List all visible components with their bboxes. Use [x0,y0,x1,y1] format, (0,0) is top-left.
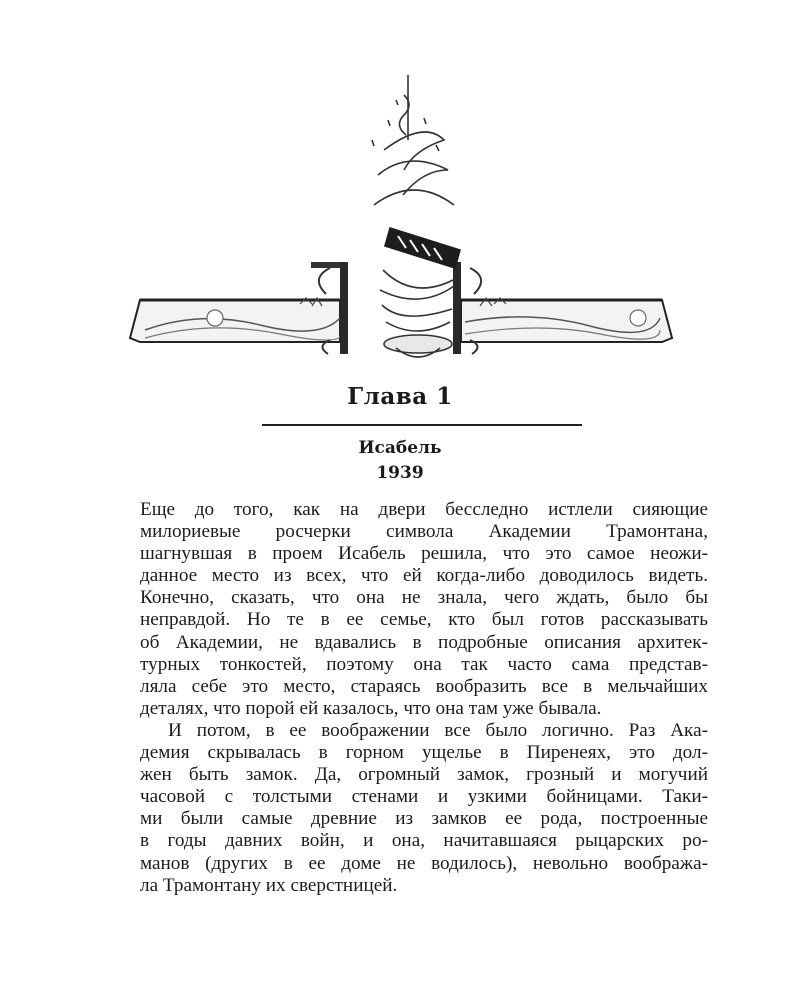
text-line: ми были самые древние из замков ее рода, построенные [140,808,708,830]
text-line: жен быть замок. Да, огромный замок, грозный и могучий [140,764,708,786]
text-line: Конечно, сказать, что она не знала, чего ждать, было бы [140,587,708,609]
chapter-year: 1939 [376,463,424,483]
right-banner [453,262,672,354]
title-divider [262,424,582,426]
paragraph [140,720,708,897]
text-line: в годы давних войн, и она, начитавшаяся рыцарских ро- [140,830,708,852]
central-flame [372,75,460,357]
text-line: деталях, что порой ей казалось, что она там уже бывала. [140,697,602,719]
chapter-subtitle: Исабель [358,438,442,458]
text-line: манов (других в ее доме не водилось), невольно вообража- [140,852,708,874]
text-line: об Академии, не вдавались в подробные описания архитек- [140,631,708,653]
chapter-subtitle-block [0,436,800,486]
left-banner [130,262,348,354]
chapter-ornament-icon [0,0,800,380]
text-line: ла Трамонтану их сверстницей. [140,874,398,896]
text-line: И потом, в ее воображении все было логично. Раз Ака- [168,719,708,741]
chapter-title: Глава 1 [347,383,453,410]
text-line: часовой с толстыми стенами и узкими бойницами. Таки- [140,786,708,808]
text-line: демия скрывалась в горном ущелье в Пиренеях, это дол- [140,742,708,764]
text-line: ляла себе это место, стараясь вообразить все в мельчайших [140,675,708,697]
paragraph [140,499,708,720]
text-line: данное место из всех, что ей когда-либо доводилось видеть. [140,565,708,587]
text-line: милориевые росчерки символа Академии Трамонтана, [140,521,708,543]
text-line: шагнувшая в проем Исабель решила, что это самое неожи- [140,543,708,565]
text-line: турных тонкостей, поэтому она так часто сама представ- [140,653,708,675]
chapter-body [140,499,708,897]
text-line: неправдой. Но те в ее семье, кто был готов рассказывать [140,609,708,631]
text-line: Еще до того, как на двери бесследно истлели сияющие [140,499,708,520]
